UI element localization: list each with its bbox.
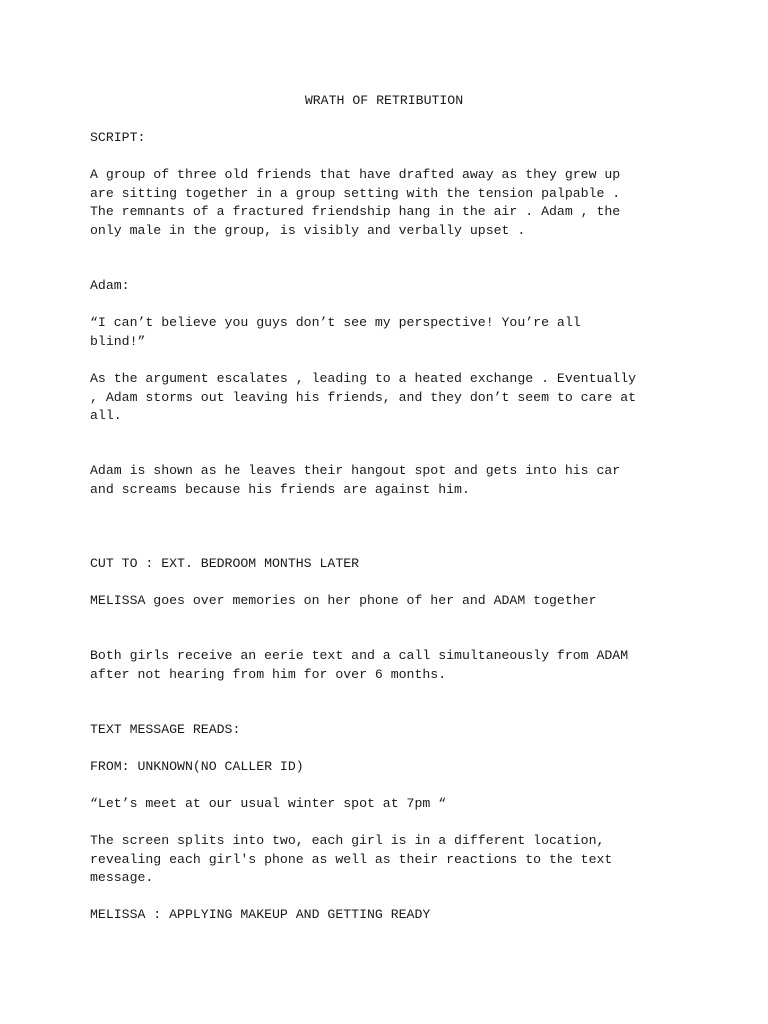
paragraph-line: As the argument escalates , leading to a heated exchange . Eventually <box>90 371 637 386</box>
document-title: WRATH OF RETRIBUTION <box>304 93 464 108</box>
scene-direction: MELISSA : APPLYING MAKEUP AND GETTING READY <box>90 907 431 922</box>
message-sender: FROM: UNKNOWN(NO CALLER ID) <box>90 759 304 774</box>
section-label: TEXT MESSAGE READS: <box>90 722 241 737</box>
paragraph-line: MELISSA goes over memories on her phone of her and ADAM together <box>90 593 597 608</box>
message-text: “Let’s meet at our usual winter spot at 7pm “ <box>90 796 447 811</box>
paragraph-line: only male in the group, is visibly and verbally upset . <box>90 222 526 238</box>
paragraph-line: revealing each girl's phone as well as their reactions to the text <box>90 851 613 867</box>
paragraph-line: Adam is shown as he leaves their hangout spot and gets into his car <box>90 463 621 478</box>
paragraph-line: after not hearing from him for over 6 months. <box>90 666 447 682</box>
script-heading: SCRIPT: <box>90 130 146 145</box>
dialogue-line: “I can’t believe you guys don’t see my perspective! You’re all <box>90 315 581 330</box>
paragraph-line: all. <box>90 408 122 423</box>
scene-heading: CUT TO : EXT. BEDROOM MONTHS LATER <box>90 556 360 571</box>
paragraph-line: , Adam storms out leaving his friends, and they don’t seem to care at <box>90 389 637 405</box>
character-name: Adam: <box>90 278 130 293</box>
dialogue-line: blind!” <box>90 333 146 349</box>
paragraph-line: Both girls receive an eerie text and a call simultaneously from ADAM <box>90 648 629 663</box>
paragraph-line: are sitting together in a group setting with the tension palpable . <box>90 185 621 201</box>
paragraph-line: The screen splits into two, each girl is in a different location, <box>90 833 605 848</box>
paragraph-line: A group of three old friends that have drafted away as they grew up <box>90 167 621 182</box>
paragraph-line: The remnants of a fractured friendship hang in the air . Adam , the <box>90 204 621 219</box>
paragraph-line: and screams because his friends are against him. <box>90 481 470 497</box>
paragraph-line: message. <box>90 870 154 885</box>
